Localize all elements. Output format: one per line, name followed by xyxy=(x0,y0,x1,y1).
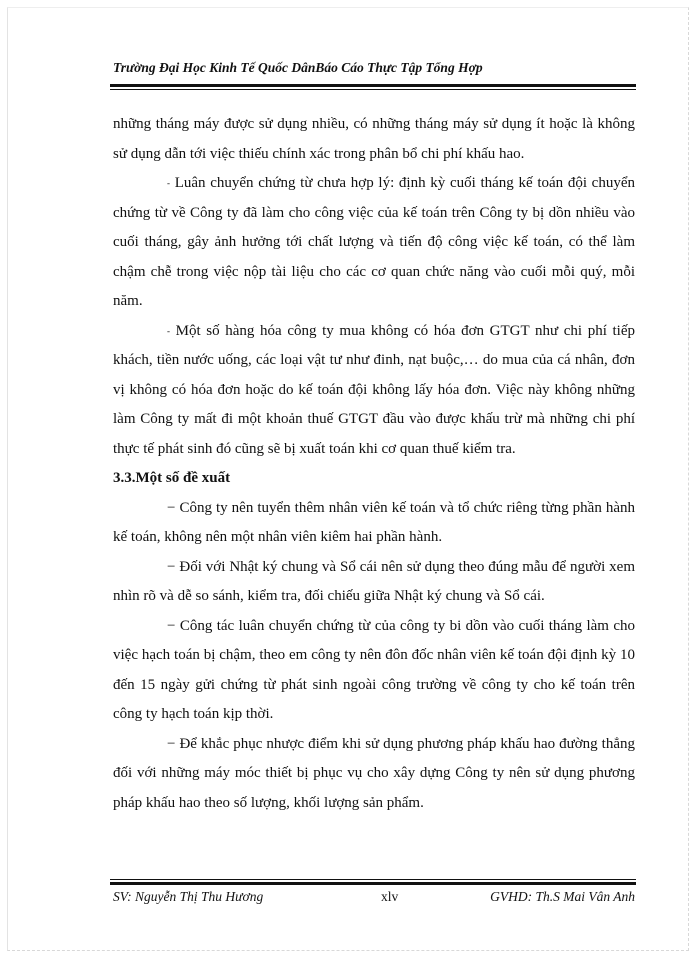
suggestion-3: − Công tác luân chuyển chứng từ của công ty bi dồn vào cuối tháng làm cho việc hạch toán bị chậm, theo em công ty nên đôn đốc nhân viên kế toán đội định kỳ 10 đến 15 ngày gửi chứng từ phát sinh ngoài công trường về công ty cho kế toán trên công ty hạch toán kịp thời. xyxy=(113,617,635,723)
page-number: xlv xyxy=(381,889,399,904)
paragraph-3 xyxy=(113,317,635,465)
suggestion-2: − Đối với Nhật ký chung và Sổ cái nên sử dụng theo đúng mẫu để người xem nhìn rõ và dễ so sánh, kiểm tra, đối chiếu giữa Nhật ký chung và Sổ cái. xyxy=(113,558,635,605)
paragraph-2 xyxy=(113,169,635,317)
bullet-dash: - xyxy=(167,325,170,336)
page-header: Trường Đại Học Kinh Tế Quốc DânBáo Cáo Thực Tập Tổng Hợp xyxy=(113,60,483,75)
student-name: SV: Nguyễn Thị Thu Hương xyxy=(113,889,264,904)
footer-rule xyxy=(110,879,636,885)
section-heading: 3.3.Một số đề xuất xyxy=(113,470,231,487)
bullet-dash: - xyxy=(167,178,170,188)
advisor-name: GVHD: Th.S Mai Vân Anh xyxy=(490,889,635,904)
suggestion-1: − Công ty nên tuyển thêm nhân viên kế toán và tổ chức riêng từng phần hành kế toán, không nên một nhân viên kiêm hai phần hành. xyxy=(113,499,635,546)
paragraph-1: những tháng máy được sử dụng nhiều, có những tháng máy sử dụng ít hoặc là không sử dụng dẫn tới việc thiếu chính xác trong phân bổ chi phí khấu hao. xyxy=(113,116,635,162)
header-rule xyxy=(110,84,636,90)
suggestion-4: − Để khắc phục nhược điểm khi sử dụng phương pháp khấu hao đường thẳng đối với những máy móc thiết bị phục vụ cho xây dựng Công ty nên sử dụng phương pháp khấu hao theo số lượng, khối lượng sản phẩm. xyxy=(113,735,635,811)
paragraph-2-text: Luân chuyển chứng từ chưa hợp lý: định kỳ cuối tháng kế toán đội chuyển chứng từ về Công ty đã làm cho công việc của kế toán trên Công ty bị dồn nhiều vào cuối tháng, gây ảnh hưởng tới chất lượng và tiến độ công việc kế toán, có thể làm chậm chễ trong việc nộp tài liệu cho các cơ quan chức năng vào cuối mỗi quý, mỗi năm. xyxy=(113,175,636,310)
document-body xyxy=(113,110,635,818)
paragraph-3-text: Một số hàng hóa công ty mua không có hóa đơn GTGT như chi phí tiếp khách, tiền nước uống, các loại vật tư như đinh, nạt buộc,… do mua của cá nhân, đơn vị không có hóa đơn hoặc do kế toán đội không lấy hóa đơn. Việc này không những làm Công ty mất đi một khoản thuế GTGT đầu vào được khấu trừ mà những chi phí thực tế phát sinh đó cũng sẽ bị xuất toán khi cơ quan thuế kiểm tra. xyxy=(113,322,636,457)
